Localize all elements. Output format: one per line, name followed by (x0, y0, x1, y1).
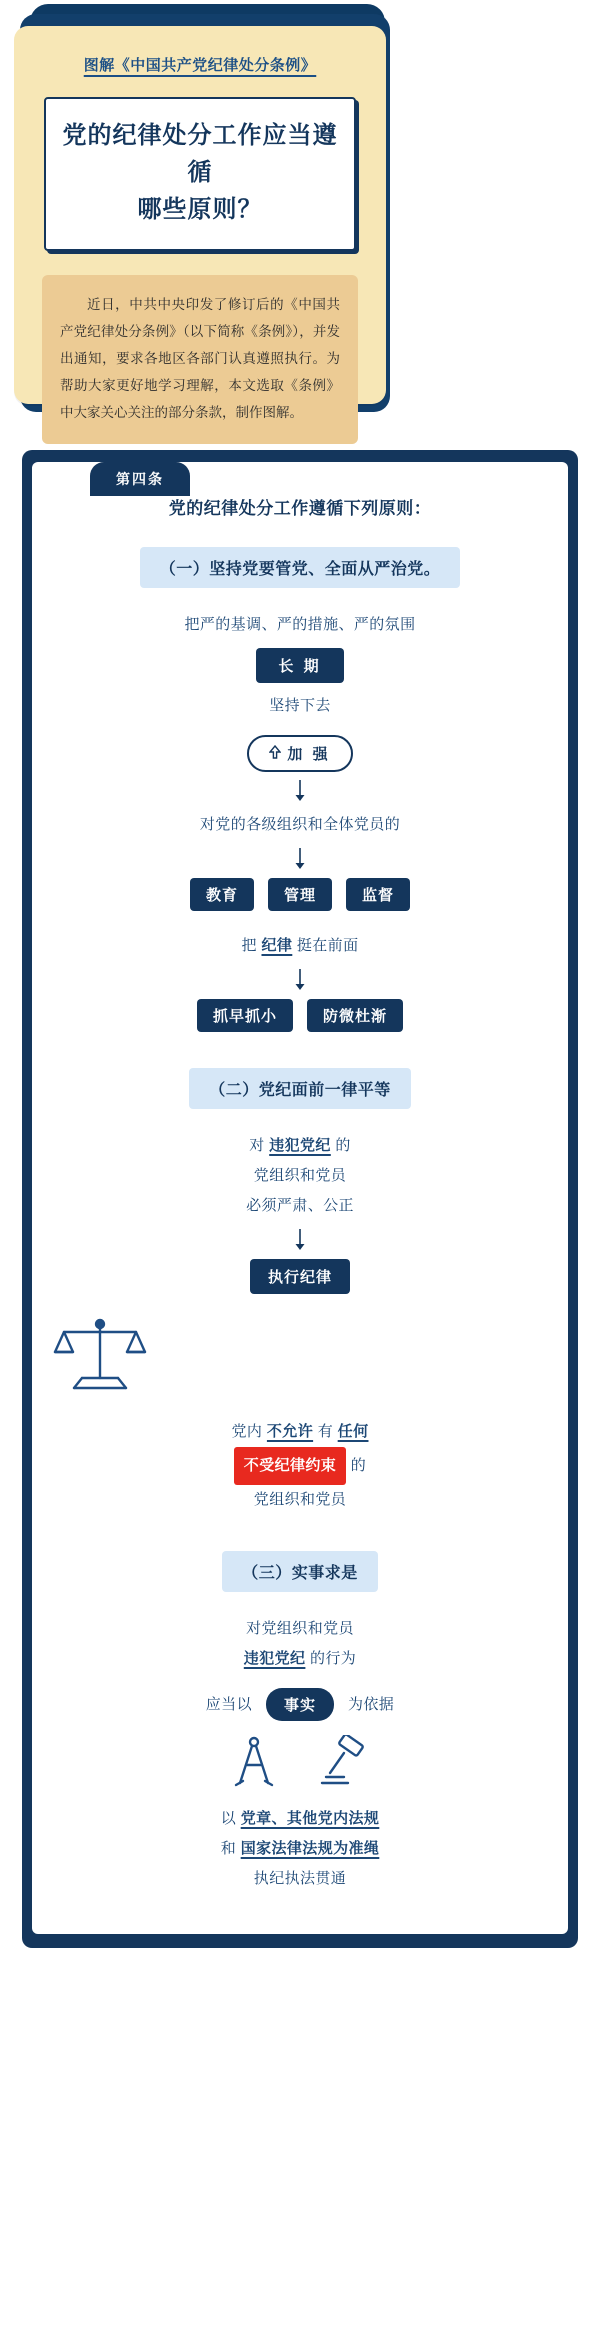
tag-not-bound-by-discipline: 不受纪律约束 (234, 1447, 346, 1485)
compass-icon (230, 1735, 278, 1794)
clause-1-line-2: 坚持下去 (269, 697, 331, 714)
clause-3-line-4-highlight: 党章、其他党内法规 (240, 1810, 380, 1827)
hero-card-group (0, 0, 600, 430)
clause-3-line-5 (52, 1834, 548, 1864)
tag-early-intervention: 抓早抓小 (197, 999, 293, 1032)
clause-2-line-5: 党组织和党员 (253, 1491, 347, 1508)
arrow-up-icon (269, 745, 281, 763)
clause-2-line-4-a: 党内 (231, 1423, 263, 1440)
clause-3-line-3-suffix: 为依据 (348, 1696, 395, 1713)
clause-1-strengthen-row (52, 735, 548, 772)
clause-3-line-1: 对党组织和党员 (246, 1620, 354, 1637)
clause-3-line-2-suffix: 的行为 (309, 1650, 357, 1667)
hero-eyebrow: 图解《中国共产党纪律处分条例》 (83, 57, 317, 74)
clause-2-enforce-row (52, 1259, 548, 1294)
clause-3-line-2-highlight: 违犯党纪 (243, 1650, 306, 1667)
clause-2-line-4 (52, 1417, 548, 1447)
clause-2-line-1 (52, 1131, 548, 1161)
clause-2-line-2: 党组织和党员 (253, 1167, 347, 1184)
clause-3-line-4 (52, 1804, 548, 1834)
article-card-inner (32, 462, 568, 1934)
clause-2-line-1-suffix: 的 (335, 1137, 351, 1154)
clause-2-line-4-b: 不允许 (266, 1423, 314, 1440)
clause-1-line-4-suffix: 挺在前面 (296, 937, 359, 954)
hero-title-line-1: 党的纪律处分工作应当遵循 (62, 122, 338, 187)
clause-2-line-4-e: 的 (350, 1457, 367, 1474)
hero-content (14, 26, 386, 420)
clause-3-line-2 (52, 1644, 548, 1674)
pill-strengthen-label: 加 强 (287, 746, 331, 763)
article-section (0, 450, 600, 1988)
clause-1-tag-row (52, 878, 548, 911)
clause-3-line-5-highlight: 国家法律法规为准绳 (240, 1840, 380, 1857)
arrow-down-icon-3 (293, 969, 307, 991)
arrow-down-icon-4 (293, 1229, 307, 1251)
arrow-down-icon-2 (293, 848, 307, 870)
article-heading: 党的纪律处分工作遵循下列原则： (168, 499, 432, 518)
clause-2-line-1-prefix: 对 (249, 1137, 265, 1154)
clause-2-red-row (52, 1447, 548, 1485)
clause-1-long-pill-row (52, 648, 548, 683)
clause-2-line-4-c: 有 (317, 1423, 334, 1440)
clause-1-line-4-highlight: 纪律 (261, 937, 293, 954)
clause-2-line-1-highlight: 违犯党纪 (269, 1137, 331, 1154)
gavel-icon (318, 1735, 370, 1794)
tag-supervision: 监督 (346, 878, 410, 911)
pill-fact: 事实 (266, 1688, 334, 1721)
clause-2-line-3: 必须严肃、公正 (246, 1197, 354, 1214)
clause-1-line-3: 对党的各级组织和全体党员的 (199, 816, 401, 833)
clause-2-line-4-d: 任何 (337, 1423, 369, 1440)
clause-3-fact-row (52, 1688, 548, 1721)
clause-1-line-1: 把严的基调、严的措施、严的氛围 (184, 616, 416, 633)
hero-title-line-2: 哪些原则？ (137, 196, 263, 224)
clause-3-line-5-prefix: 和 (220, 1840, 237, 1857)
hero-body-text: 近日，中共中央印发了修订后的《中国共产党纪律处分条例》（以下简称《条例》），并发出通知，要求各地区各部门认真遵照执行。为帮助大家更好地学习理解，本文选取《条例》中大家关心关注的部分条款，制作图解。 (42, 275, 358, 444)
hero-title-box (44, 97, 356, 251)
pill-enforce-discipline: 执行纪律 (250, 1259, 350, 1294)
clause-1-line-4 (52, 931, 548, 961)
clause-3-line-3-prefix: 应当以 (205, 1696, 252, 1713)
clause-3-line-4-prefix: 以 (220, 1810, 237, 1827)
tag-prevention: 防微杜渐 (307, 999, 403, 1032)
clause-1-line-4-prefix: 把 (241, 937, 257, 954)
pill-strengthen (247, 735, 352, 772)
arrow-down-icon-1 (293, 780, 307, 802)
article-number-tab: 第四条 (90, 462, 190, 496)
clause-1-tag-row-2 (52, 999, 548, 1032)
tag-education: 教育 (190, 878, 254, 911)
clause-3-icon-row (52, 1735, 548, 1794)
article-card-outer (22, 450, 578, 1948)
pill-long-term: 长 期 (256, 648, 343, 683)
clause-3-line-6: 执纪执法贯通 (253, 1870, 347, 1887)
clause-1-band: （一）坚持党要管党、全面从严治党。 (140, 547, 461, 588)
clause-2-band: （二）党纪面前一律平等 (189, 1068, 411, 1109)
clause-3-band: （三）实事求是 (222, 1551, 378, 1592)
tag-management: 管理 (268, 878, 332, 911)
balance-scale-icon (52, 1312, 548, 1403)
